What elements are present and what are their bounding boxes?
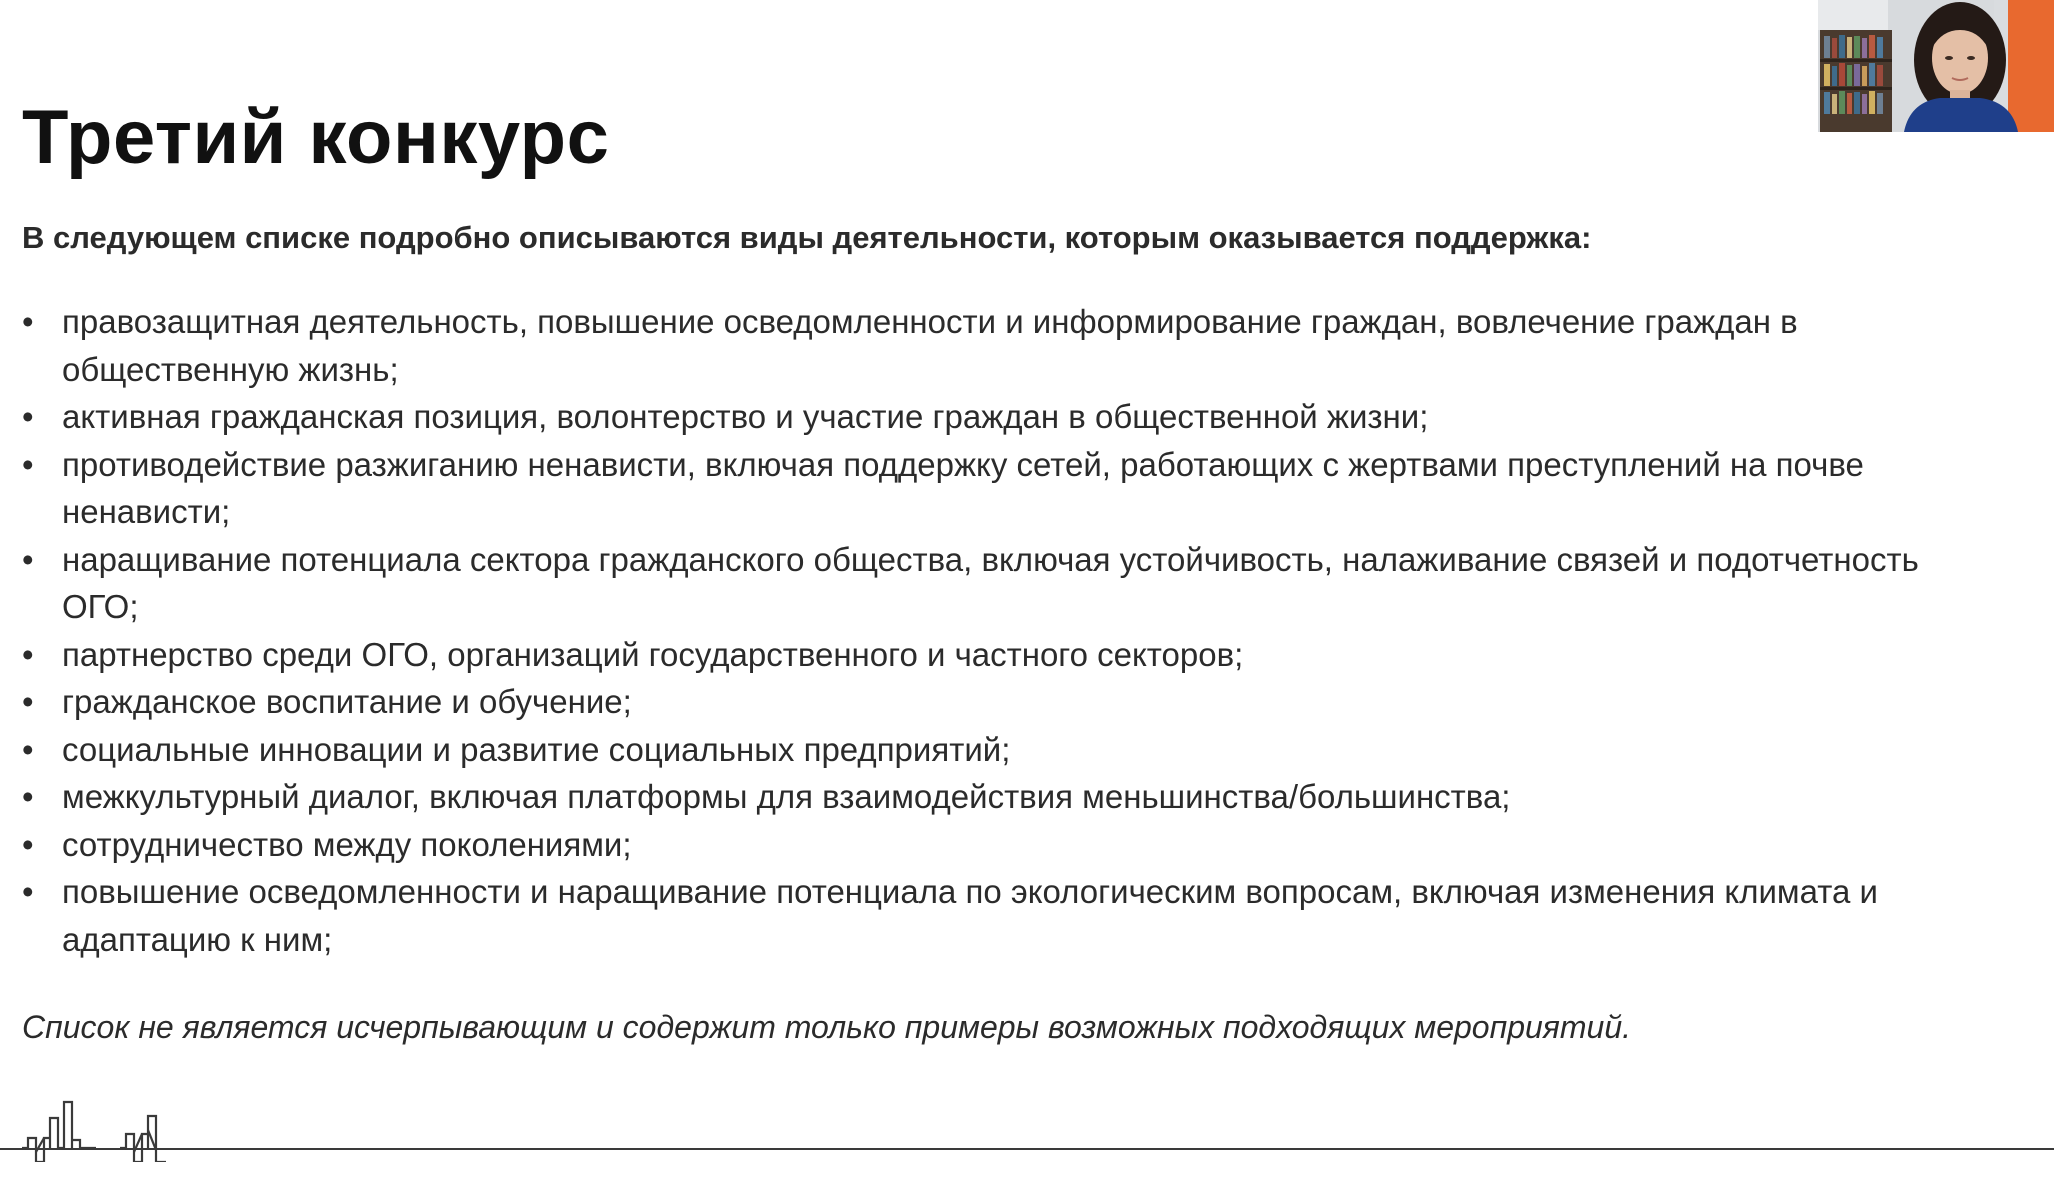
- list-item: [22, 868, 2002, 963]
- slide-footnote: Список не является исчерпывающим и содержит только примеры возможных подходящих мероприятий.: [22, 1009, 1632, 1045]
- list-item: [22, 298, 2002, 393]
- list-item-text: наращивание потенциала сектора гражданского общества, включая устойчивость, налаживание связей и подотчетность ОГО;: [62, 540, 1919, 625]
- list-item-text: противодействие разжиганию ненависти, включая поддержку сетей, работающих с жертвами преступлений на почве ненависти;: [62, 445, 1864, 530]
- bullet-marker: •: [22, 398, 34, 435]
- presenter-video-thumbnail[interactable]: [1818, 0, 2054, 132]
- list-item-text: правозащитная деятельность, повышение осведомленности и информирование граждан, вовлечение граждан в общественную жизнь;: [62, 303, 1798, 388]
- list-item: [22, 536, 2002, 631]
- list-item-text: межкультурный диалог, включая платформы для взаимодействия меньшинства/большинства;: [62, 778, 1511, 815]
- footer-divider: [0, 1148, 2054, 1150]
- bullet-marker: •: [22, 445, 34, 483]
- city-skyline-logo-icon: [20, 1100, 175, 1162]
- bullet-marker: •: [22, 825, 34, 863]
- list-item-text: социальные инновации и развитие социальных предприятий;: [62, 730, 1011, 768]
- list-item: [22, 441, 2002, 536]
- list-item: [22, 631, 2002, 679]
- bullet-marker: •: [22, 635, 34, 673]
- bullet-marker: •: [22, 730, 34, 768]
- bullet-marker: •: [22, 303, 34, 340]
- list-item-text: партнерство среди ОГО, организаций государственного и частного секторов;: [62, 635, 1244, 673]
- slide-title: Третий конкурс: [22, 95, 610, 180]
- list-item: [22, 773, 2002, 821]
- bullet-marker: •: [22, 540, 34, 578]
- list-item: [22, 821, 2002, 869]
- list-item-text: активная гражданская позиция, волонтерство и участие граждан в общественной жизни;: [62, 398, 1429, 435]
- bullet-marker: •: [22, 683, 34, 720]
- presenter-video-icon: [1818, 0, 2054, 132]
- list-item-text: сотрудничество между поколениями;: [62, 825, 632, 863]
- list-item: [22, 678, 2002, 726]
- list-item: [22, 393, 2002, 441]
- activity-list: [22, 298, 2002, 963]
- bullet-marker: •: [22, 778, 34, 815]
- bullet-marker: •: [22, 873, 34, 910]
- list-item-text: повышение осведомленности и наращивание потенциала по экологическим вопросам, включая изменения климата и адаптацию к ним;: [62, 873, 1878, 958]
- list-item-text: гражданское воспитание и обучение;: [62, 683, 632, 720]
- list-item: [22, 726, 2002, 774]
- slide-intro: В следующем списке подробно описываются виды деятельности, которым оказывается поддержка:: [22, 220, 1592, 255]
